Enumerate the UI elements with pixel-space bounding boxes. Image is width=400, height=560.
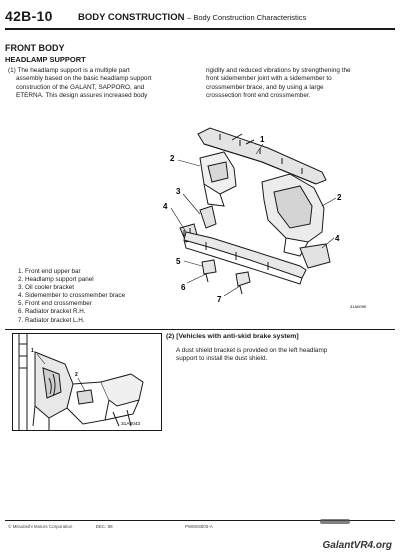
paragraph-line: (1) The headlamp support is a multiple part [8, 67, 130, 74]
section2-line: support to install the dust shield. [176, 355, 268, 363]
legend-item: 4. Sidemember to crossmember brace [18, 292, 126, 300]
paragraph-line: ETERNA. This design assures increased body [16, 91, 148, 99]
callout-4b: 4 [335, 234, 340, 243]
header-subtitle: – Body Construction Characteristics [187, 13, 307, 22]
subsection-title: HEADLAMP SUPPORT [5, 55, 86, 64]
legend-item: 6. Radiator bracket R.H. [18, 308, 86, 316]
fig2-callout-2: 2 [75, 372, 78, 378]
paragraph-line: crossmember brace, and by using a large [206, 83, 324, 91]
legend-item: 7. Radiator bracket L.H. [18, 316, 85, 324]
paragraph-line: rigidity and reduced vibrations by strengthening the [206, 67, 351, 74]
paragraph-line: front sidemember joint with a sidemember to [206, 75, 332, 83]
paragraph-line: crosssection front end crossmember. [206, 91, 311, 99]
fig2-callout-1: 1 [31, 348, 34, 354]
section-title: FRONT BODY [5, 43, 65, 53]
callout-2: 2 [170, 154, 175, 163]
footer-date: DEC. 88 [95, 524, 113, 529]
paragraph-left [8, 67, 194, 100]
headlamp-support-diagram [150, 120, 390, 318]
section-divider [5, 329, 395, 330]
site-watermark: GalantVR4.org [322, 540, 392, 551]
section2-text [176, 347, 386, 364]
legend-item: 2. Headlamp support panel [18, 276, 94, 284]
section2-heading: (2) [Vehicles with anti-skid brake system] [166, 333, 299, 340]
callout-2b: 2 [337, 193, 342, 202]
parts-legend [18, 268, 125, 325]
figure2-code: 31A0043 [121, 422, 141, 427]
dust-shield-figure [12, 333, 162, 431]
section2-line: A dust shield bracket is provided on the left headlamp [176, 347, 328, 354]
paragraph-line: assembly based on the basic headlamp support [16, 75, 152, 83]
legend-item: 3. Oil cooler bracket [18, 284, 74, 292]
paragraph-right [206, 67, 378, 100]
footer-code: PWEE8503-A [185, 524, 213, 529]
dust-shield-diagram [13, 334, 161, 430]
callout-6: 6 [181, 283, 186, 292]
callout-3: 3 [176, 187, 181, 196]
callout-5: 5 [176, 257, 181, 266]
callout-1: 1 [260, 135, 265, 144]
page-number: 42B-10 [5, 8, 53, 24]
figure1-code: 31A0099 [350, 304, 367, 309]
scan-smudge [320, 519, 350, 524]
callout-4: 4 [163, 202, 168, 211]
callout-7: 7 [217, 295, 222, 304]
header-title [78, 12, 306, 23]
footer-copyright [8, 524, 113, 529]
header-rule [5, 28, 395, 30]
legend-item: 5. Front end crossmember [18, 300, 92, 308]
footer-corporation: © Mitsubishi Motors Corporation [8, 524, 73, 529]
paragraph-line: construction of the GALANT, SAPPORO, and [16, 83, 145, 91]
header-title-main: BODY CONSTRUCTION [78, 12, 185, 23]
legend-item: 1. Front end upper bar [18, 268, 81, 275]
